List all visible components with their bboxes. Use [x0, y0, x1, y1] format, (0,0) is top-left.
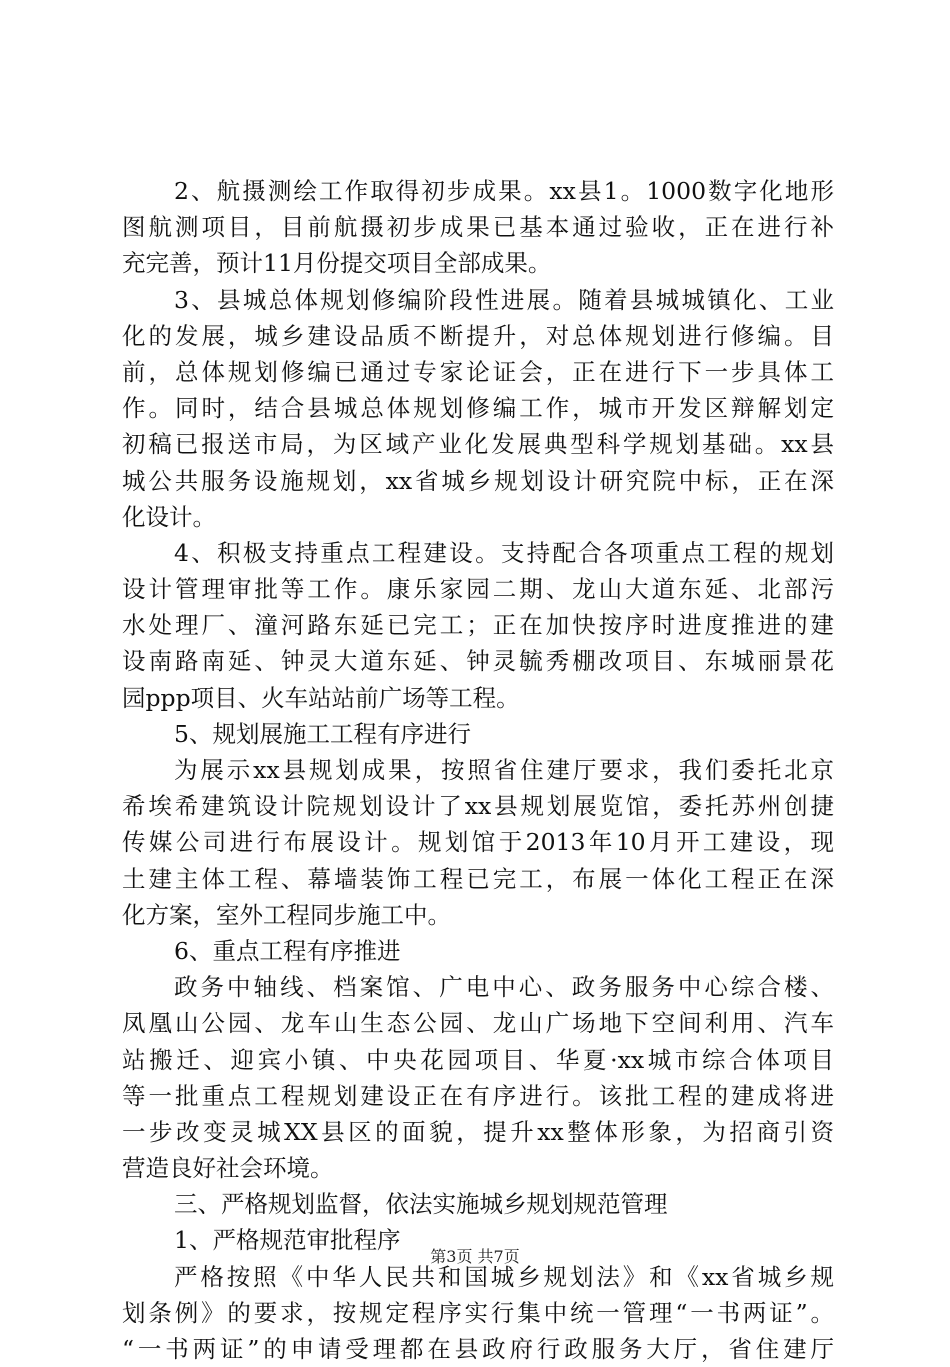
text-line: 图航测项目，目前航摄初步成果已基本通过验收，正在进行补 — [122, 213, 834, 242]
text-line: 三、严格规划监督，依法实施城乡规划规范管理 — [174, 1190, 668, 1219]
text-line: 前，总体规划修编已通过专家论证会，正在进行下一步具体工 — [122, 357, 834, 386]
text-line: 为展示xx县规划成果，按照省住建厅要求，我们委托北京 — [174, 756, 834, 784]
text-line: 传媒公司进行布展设计。规划馆于2013年10月开工建设，现 — [122, 828, 834, 857]
text-line: 严格按照《中华人民共和国城乡规划法》和《xx省城乡规 — [174, 1262, 834, 1291]
text-line: 等一批重点工程规划建设正在有序进行。该批工程的建成将进 — [122, 1081, 834, 1110]
text-line: 水处理厂、潼河路东延已完工；正在加快按序时进度推进的建 — [122, 611, 834, 640]
text-line: “一书两证”的申请受理都在县政府行政服务大厅，省住建厅 — [122, 1335, 834, 1363]
text-line: 2、航摄测绘工作取得初步成果。xx县1。1000数字化地形 — [174, 177, 834, 205]
text-line: 化方案，室外工程同步施工中。 — [122, 900, 451, 929]
document-body — [122, 173, 834, 1367]
text-line: 1、严格规范审批程序 — [174, 1226, 401, 1255]
text-line: 政务中轴线、档案馆、广电中心、政务服务中心综合楼、 — [174, 973, 834, 1002]
page-footer: 第3页 共7页 — [430, 1247, 520, 1266]
text-line: 充完善，预计11月份提交项目全部成果。 — [122, 249, 552, 278]
text-line: 园ppp项目、火车站站前广场等工程。 — [122, 683, 520, 712]
text-line: 4、积极支持重点工程建设。支持配合各项重点工程的规划 — [174, 538, 834, 567]
text-line: 化的发展，城乡建设品质不断提升，对总体规划进行修编。目 — [122, 321, 834, 350]
text-line: 作。同时，结合县城总体规划修编工作，城市开发区辩解划定 — [122, 394, 834, 423]
text-line: 3、县城总体规划修编阶段性进展。随着县城城镇化、工业 — [174, 285, 834, 314]
text-line: 5、规划展施工工程有序进行 — [174, 719, 471, 748]
text-line: 城公共服务设施规划，xx省城乡规划设计研究院中标，正在深 — [122, 466, 834, 495]
text-line: 希埃希建筑设计院规划设计了xx县规划展览馆，委托苏州创捷 — [122, 792, 834, 821]
text-line: 土建主体工程、幕墙装饰工程已完工，布展一体化工程正在深 — [122, 864, 834, 893]
text-line: 设计管理审批等工作。康乐家园二期、龙山大道东延、北部污 — [122, 575, 834, 604]
text-line: 一步改变灵城XX县区的面貌，提升xx整体形象，为招商引资 — [122, 1117, 834, 1146]
text-line: 设南路南延、钟灵大道东延、钟灵毓秀棚改项目、东城丽景花 — [122, 647, 834, 676]
text-line: 站搬迁、迎宾小镇、中央花园项目、华夏·xx城市综合体项目 — [122, 1045, 834, 1074]
text-line: 凤凰山公园、龙车山生态公园、龙山广场地下空间利用、汽车 — [122, 1009, 834, 1038]
text-line: 化设计。 — [122, 502, 216, 531]
text-line: 营造良好社会环境。 — [122, 1154, 334, 1183]
text-line: 划条例》的要求，按规定程序实行集中统一管理“一书两证”。 — [122, 1298, 834, 1327]
text-line: 6、重点工程有序推进 — [174, 936, 401, 965]
text-line: 初稿已报送市局，为区域产业化发展典型科学规划基础。xx县 — [122, 430, 834, 459]
